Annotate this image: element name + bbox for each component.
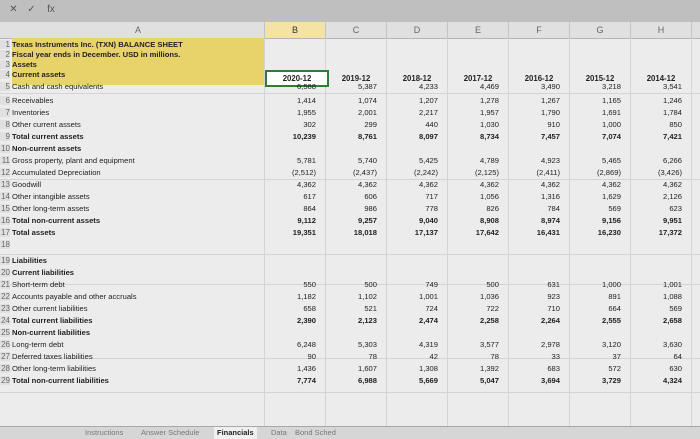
value-cell-gross-ppe[interactable]: 4,789	[479, 156, 499, 165]
value-cell-goodwill[interactable]: 4,362	[662, 180, 682, 189]
tab-bond-schedule[interactable]: Bond Sched	[295, 428, 336, 437]
label-other-current-assets[interactable]: Other current assets	[12, 120, 81, 129]
value-cell-total-cur-liab[interactable]: 2,123	[357, 316, 377, 325]
value-cell-other-current[interactable]: 1,000	[601, 120, 621, 129]
label-total-current-liabilities[interactable]: Total current liabilities	[12, 316, 93, 325]
value-cell-other-current[interactable]: 299	[364, 120, 377, 129]
label-current-liabilities[interactable]: Current liabilities	[12, 268, 75, 277]
formula-toolbar	[0, 0, 700, 23]
value-cell-lt-debt[interactable]: 5,303	[357, 340, 377, 349]
value-cell-total-current[interactable]: 8,097	[418, 132, 438, 141]
value-cell-total-current[interactable]: 7,457	[540, 132, 560, 141]
value-cell-deferred-tax[interactable]: 37	[612, 352, 621, 361]
value-cell-cash[interactable]: 6,568	[296, 82, 316, 91]
value-cell-total-noncurrent[interactable]: 9,112	[297, 216, 316, 225]
grid-divider	[447, 38, 448, 426]
label-gross-ppe[interactable]: Gross property, plant and equipment	[12, 156, 135, 165]
value-cell-other-cur-liab[interactable]: 658	[303, 304, 316, 313]
value-cell-acc-dep[interactable]: (2,437)	[352, 168, 377, 177]
value-cell-goodwill[interactable]: 4,362	[601, 180, 621, 189]
value-cell-other-current[interactable]: 850	[669, 120, 682, 129]
value-cell-lt-debt[interactable]: 3,120	[601, 340, 621, 349]
value-cell-cash[interactable]: 4,233	[418, 82, 438, 91]
value-cell-inventories[interactable]: 1,691	[601, 108, 621, 117]
value-cell-gross-ppe[interactable]: 5,781	[296, 156, 316, 165]
value-cell-intangibles[interactable]: 717	[425, 192, 438, 201]
row-number[interactable]: 12	[1, 168, 10, 177]
row-number[interactable]: 20	[1, 268, 10, 277]
label-inventories[interactable]: Inventories	[12, 108, 50, 117]
value-cell-gross-ppe[interactable]: 6,266	[662, 156, 682, 165]
label-accounts-payable[interactable]: Accounts payable and other accruals	[12, 292, 137, 301]
value-cell-inventories[interactable]: 2,217	[418, 108, 438, 117]
value-cell-payables[interactable]: 1,088	[662, 292, 682, 301]
sheet-tab-bar	[0, 426, 700, 439]
value-cell-other-lt[interactable]: 864	[303, 204, 316, 213]
row-number[interactable]: 25	[1, 328, 10, 337]
value-cell-acc-dep[interactable]: (2,125)	[474, 168, 499, 177]
column-header-h[interactable]: H	[631, 22, 692, 38]
value-cell-payables[interactable]: 1,036	[479, 292, 499, 301]
value-cell-other-cur-liab[interactable]: 521	[364, 304, 377, 313]
value-cell-total-noncur-liab[interactable]: 5,669	[418, 376, 438, 385]
label-cash[interactable]: Cash and cash equivalents	[12, 82, 104, 91]
value-cell-total-noncur-liab[interactable]: 4,324	[662, 376, 682, 385]
value-cell-total-cur-liab[interactable]: 2,258	[479, 316, 499, 325]
function-icon[interactable]: fx	[47, 4, 55, 15]
row-number[interactable]: 11	[1, 156, 10, 165]
value-cell-receivables[interactable]: 1,278	[479, 96, 499, 105]
value-cell-other-lt-liab[interactable]: 1,607	[357, 364, 377, 373]
label-other-current-liabilities[interactable]: Other current liabilities	[12, 304, 88, 313]
label-current-assets[interactable]: Current assets	[12, 70, 66, 79]
value-cell-other-current[interactable]: 440	[425, 120, 438, 129]
value-cell-other-lt[interactable]: 784	[547, 204, 560, 213]
value-cell-other-lt-liab[interactable]: 1,436	[296, 364, 316, 373]
tab-answer-schedule[interactable]: Answer Schedule	[141, 428, 200, 437]
label-total-current-assets[interactable]: Total current assets	[12, 132, 84, 141]
grid-divider	[0, 254, 700, 255]
row-number[interactable]: 7	[0, 108, 10, 117]
column-header-e[interactable]: E	[448, 22, 509, 38]
value-cell-total-noncur-liab[interactable]: 3,694	[540, 376, 560, 385]
value-cell-inventories[interactable]: 2,001	[357, 108, 377, 117]
value-cell-gross-ppe[interactable]: 5,425	[418, 156, 438, 165]
value-cell-gross-ppe[interactable]: 5,740	[357, 156, 377, 165]
value-cell-cash[interactable]: 4,469	[479, 82, 499, 91]
column-header-row	[0, 22, 700, 39]
label-assets[interactable]: Assets	[12, 60, 37, 69]
value-cell-goodwill[interactable]: 4,362	[540, 180, 560, 189]
label-long-term-debt[interactable]: Long-term debt	[12, 340, 64, 349]
label-receivables[interactable]: Receivables	[12, 96, 54, 105]
year-header[interactable]: 2017-12	[463, 74, 493, 83]
value-cell-total-current[interactable]: 8,761	[357, 132, 377, 141]
column-header-c[interactable]: C	[326, 22, 387, 38]
sheet-title[interactable]: Texas Instruments Inc. (TXN) BALANCE SHEET	[12, 40, 183, 49]
value-cell-lt-debt[interactable]: 2,978	[540, 340, 560, 349]
value-cell-lt-debt[interactable]: 4,319	[418, 340, 438, 349]
row-number[interactable]: 10	[1, 144, 10, 153]
label-liabilities[interactable]: Liabilities	[12, 256, 48, 265]
value-cell-total-assets[interactable]: 17,642	[475, 228, 499, 237]
row-number[interactable]: 19	[1, 256, 10, 265]
row-number[interactable]: 14	[1, 192, 10, 201]
row-number[interactable]: 6	[0, 96, 10, 105]
value-cell-inventories[interactable]: 1,955	[296, 108, 316, 117]
value-cell-total-cur-liab[interactable]: 2,474	[418, 316, 438, 325]
label-other-long-term-assets[interactable]: Other long-term assets	[12, 204, 90, 213]
value-cell-other-lt-liab[interactable]: 683	[547, 364, 560, 373]
row-number[interactable]: 8	[0, 120, 10, 129]
year-header[interactable]: 2016-12	[524, 74, 554, 83]
redo-icon[interactable]: ✓	[27, 4, 36, 15]
value-cell-other-lt-liab[interactable]: 1,308	[418, 364, 438, 373]
column-header-a[interactable]: A	[12, 22, 265, 38]
value-cell-goodwill[interactable]: 4,362	[296, 180, 316, 189]
row-number[interactable]: 18	[1, 240, 10, 249]
value-cell-deferred-tax[interactable]: 78	[368, 352, 377, 361]
value-cell-cash[interactable]: 3,490	[540, 82, 560, 91]
value-cell-other-lt[interactable]: 826	[486, 204, 499, 213]
grid-divider	[325, 38, 326, 426]
year-header[interactable]: 2018-12	[402, 74, 432, 83]
row-number[interactable]: 24	[1, 316, 10, 325]
row-number[interactable]: 22	[1, 292, 10, 301]
value-cell-acc-dep[interactable]: (2,869)	[596, 168, 621, 177]
value-cell-acc-dep[interactable]: (2,512)	[291, 168, 316, 177]
value-cell-total-current[interactable]: 8,734	[479, 132, 499, 141]
value-cell-lt-debt[interactable]: 3,577	[479, 340, 499, 349]
value-cell-total-cur-liab[interactable]: 2,658	[662, 316, 682, 325]
value-cell-total-noncurrent[interactable]: 8,908	[479, 216, 499, 225]
year-header[interactable]: 2015-12	[585, 74, 615, 83]
value-cell-total-noncur-liab[interactable]: 5,047	[479, 376, 499, 385]
value-cell-goodwill[interactable]: 4,362	[357, 180, 377, 189]
value-cell-lt-debt[interactable]: 3,630	[662, 340, 682, 349]
value-cell-other-current[interactable]: 302	[303, 120, 316, 129]
value-cell-receivables[interactable]: 1,267	[540, 96, 560, 105]
value-cell-receivables[interactable]: 1,074	[357, 96, 377, 105]
value-cell-acc-dep[interactable]: (2,411)	[536, 168, 560, 177]
label-non-current-liabilities[interactable]: Non-current liabilities	[12, 328, 91, 337]
value-cell-other-cur-liab[interactable]: 569	[669, 304, 682, 313]
value-cell-acc-dep[interactable]: (2,242)	[413, 168, 438, 177]
value-cell-other-lt-liab[interactable]: 630	[669, 364, 682, 373]
tab-financials[interactable]: Financials	[214, 427, 257, 439]
value-cell-total-noncurrent[interactable]: 9,257	[357, 216, 377, 225]
value-cell-deferred-tax[interactable]: 90	[307, 352, 316, 361]
undo-icon[interactable]: ✕	[9, 4, 18, 15]
row-number[interactable]: 5	[0, 82, 10, 91]
column-header-f[interactable]: F	[509, 22, 570, 38]
value-cell-other-cur-liab[interactable]: 710	[547, 304, 560, 313]
grid-divider	[691, 38, 692, 426]
value-cell-other-current[interactable]: 1,030	[479, 120, 499, 129]
value-cell-cash[interactable]: 3,218	[601, 82, 621, 91]
value-cell-receivables[interactable]: 1,165	[601, 96, 621, 105]
value-cell-lt-debt[interactable]: 6,248	[296, 340, 316, 349]
label-total-non-current-liabilities[interactable]: Total non-current liabilities	[12, 376, 109, 385]
value-cell-other-lt-liab[interactable]: 1,392	[479, 364, 499, 373]
value-cell-payables[interactable]: 891	[608, 292, 621, 301]
value-cell-other-lt-liab[interactable]: 572	[608, 364, 621, 373]
row-number[interactable]: 9	[0, 132, 10, 141]
value-cell-short-debt[interactable]: 500	[486, 280, 499, 289]
value-cell-gross-ppe[interactable]: 4,923	[540, 156, 560, 165]
value-cell-deferred-tax[interactable]: 33	[551, 352, 560, 361]
value-cell-receivables[interactable]: 1,207	[418, 96, 438, 105]
value-cell-payables[interactable]: 923	[547, 292, 560, 301]
value-cell-total-noncurrent[interactable]: 9,951	[662, 216, 682, 225]
value-cell-intangibles[interactable]: 1,629	[601, 192, 621, 201]
label-short-term-debt[interactable]: Short-term debt	[12, 280, 65, 289]
value-cell-total-noncurrent[interactable]: 9,040	[418, 216, 438, 225]
spreadsheet-grid[interactable]	[0, 22, 700, 426]
row-number[interactable]: 17	[1, 228, 10, 237]
value-cell-total-current[interactable]: 10,239	[292, 132, 316, 141]
value-cell-total-assets[interactable]: 18,018	[353, 228, 377, 237]
row-number[interactable]: 1	[0, 40, 10, 49]
label-total-non-current-assets[interactable]: Total non-current assets	[12, 216, 101, 225]
grid-divider	[569, 38, 570, 426]
tab-data[interactable]: Data	[271, 428, 287, 437]
value-cell-total-assets[interactable]: 16,230	[597, 228, 621, 237]
label-other-long-term-liabilities[interactable]: Other long-term liabilities	[12, 364, 96, 373]
value-cell-other-cur-liab[interactable]: 724	[425, 304, 438, 313]
year-header[interactable]: 2019-12	[341, 74, 371, 83]
value-cell-deferred-tax[interactable]: 64	[673, 352, 682, 361]
value-cell-total-noncurrent[interactable]: 9,156	[601, 216, 621, 225]
value-cell-intangibles[interactable]: 617	[303, 192, 316, 201]
value-cell-acc-dep[interactable]: (3,426)	[657, 168, 682, 177]
value-cell-deferred-tax[interactable]: 42	[429, 352, 438, 361]
tab-instructions[interactable]: Instructions	[85, 428, 124, 437]
value-cell-other-cur-liab[interactable]: 664	[608, 304, 621, 313]
value-cell-other-current[interactable]: 910	[547, 120, 560, 129]
value-cell-receivables[interactable]: 1,414	[296, 96, 316, 105]
value-cell-inventories[interactable]: 1,784	[662, 108, 682, 117]
row-number[interactable]: 2	[0, 50, 10, 59]
value-cell-other-lt[interactable]: 986	[364, 204, 377, 213]
value-cell-other-lt[interactable]: 623	[669, 204, 682, 213]
value-cell-total-assets[interactable]: 17,372	[658, 228, 682, 237]
row-number[interactable]: 26	[1, 340, 10, 349]
value-cell-total-assets[interactable]: 17,137	[414, 228, 438, 237]
grid-divider	[508, 38, 509, 426]
value-cell-total-cur-liab[interactable]: 2,264	[540, 316, 560, 325]
grid-divider	[386, 38, 387, 426]
value-cell-cash[interactable]: 3,541	[662, 82, 682, 91]
row-number[interactable]: 15	[1, 204, 10, 213]
value-cell-intangibles[interactable]: 2,126	[662, 192, 682, 201]
year-header[interactable]: 2014-12	[646, 74, 676, 83]
value-cell-total-cur-liab[interactable]: 2,390	[296, 316, 316, 325]
year-header-selected[interactable]: 2020-12	[265, 70, 329, 87]
value-cell-other-lt[interactable]: 569	[608, 204, 621, 213]
value-cell-receivables[interactable]: 1,246	[662, 96, 682, 105]
value-cell-short-debt[interactable]: 500	[364, 280, 377, 289]
value-cell-inventories[interactable]: 1,957	[479, 108, 499, 117]
column-header-d[interactable]: D	[387, 22, 448, 38]
value-cell-total-assets[interactable]: 16,431	[536, 228, 560, 237]
value-cell-total-current[interactable]: 7,074	[601, 132, 621, 141]
value-cell-inventories[interactable]: 1,790	[540, 108, 560, 117]
grid-divider	[630, 38, 631, 426]
value-cell-other-cur-liab[interactable]: 722	[486, 304, 499, 313]
value-cell-total-current[interactable]: 7,421	[662, 132, 682, 141]
sheet-subtitle[interactable]: Fiscal year ends in December. USD in millions.	[12, 50, 181, 59]
value-cell-gross-ppe[interactable]: 5,465	[601, 156, 621, 165]
value-cell-total-noncur-liab[interactable]: 3,729	[601, 376, 621, 385]
value-cell-payables[interactable]: 1,102	[357, 292, 377, 301]
value-cell-total-noncur-liab[interactable]: 6,988	[357, 376, 377, 385]
row-number[interactable]: 16	[1, 216, 10, 225]
value-cell-short-debt[interactable]: 1,001	[662, 280, 682, 289]
label-accumulated-depreciation[interactable]: Accumulated Depreciation	[12, 168, 101, 177]
row-number[interactable]: 28	[1, 364, 10, 373]
row-number[interactable]: 3	[0, 60, 10, 69]
grid-divider	[0, 93, 700, 94]
row-number[interactable]: 23	[1, 304, 10, 313]
value-cell-total-noncurrent[interactable]: 8,974	[540, 216, 560, 225]
value-cell-goodwill[interactable]: 4,362	[418, 180, 438, 189]
label-non-current-assets[interactable]: Non-current assets	[12, 144, 82, 153]
label-total-assets[interactable]: Total assets	[12, 228, 56, 237]
value-cell-cash[interactable]: 5,387	[357, 82, 377, 91]
column-header-g[interactable]: G	[570, 22, 631, 38]
label-deferred-taxes[interactable]: Deferred taxes liabilities	[12, 352, 93, 361]
value-cell-total-cur-liab[interactable]: 2,555	[601, 316, 621, 325]
value-cell-other-lt[interactable]: 778	[425, 204, 438, 213]
value-cell-payables[interactable]: 1,001	[418, 292, 438, 301]
value-cell-total-assets[interactable]: 19,351	[292, 228, 316, 237]
label-goodwill[interactable]: Goodwill	[12, 180, 42, 189]
value-cell-deferred-tax[interactable]: 78	[490, 352, 499, 361]
value-cell-payables[interactable]: 1,182	[296, 292, 316, 301]
value-cell-short-debt[interactable]: 1,000	[601, 280, 621, 289]
value-cell-intangibles[interactable]: 1,316	[540, 192, 560, 201]
column-header-b[interactable]: B	[265, 22, 326, 38]
row-number[interactable]: 21	[1, 280, 10, 289]
value-cell-total-noncur-liab[interactable]: 7,774	[296, 376, 316, 385]
grid-divider	[0, 392, 700, 393]
row-number[interactable]: 27	[1, 352, 10, 361]
value-cell-intangibles[interactable]: 1,056	[479, 192, 499, 201]
value-cell-short-debt[interactable]: 550	[303, 280, 316, 289]
value-cell-short-debt[interactable]: 631	[547, 280, 560, 289]
row-number[interactable]: 4	[0, 70, 10, 79]
value-cell-goodwill[interactable]: 4,362	[479, 180, 499, 189]
row-number[interactable]: 29	[1, 376, 10, 385]
row-number[interactable]: 13	[1, 180, 10, 189]
label-other-intangibles[interactable]: Other intangible assets	[12, 192, 90, 201]
value-cell-intangibles[interactable]: 606	[364, 192, 377, 201]
value-cell-short-debt[interactable]: 749	[425, 280, 438, 289]
